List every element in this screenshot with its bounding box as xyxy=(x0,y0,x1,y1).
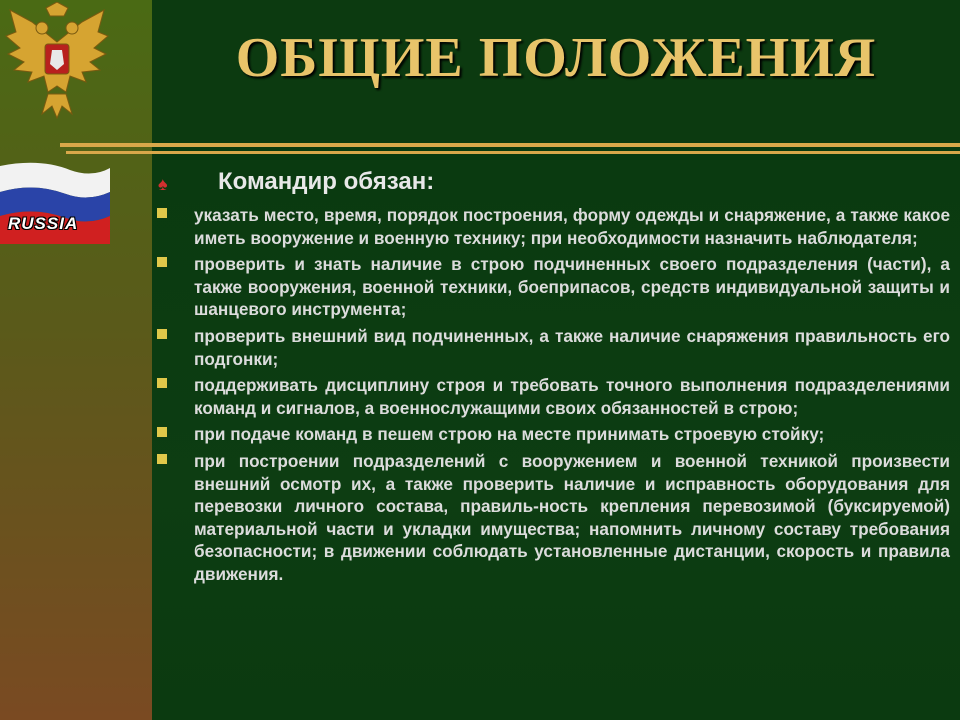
list-item xyxy=(156,374,950,419)
list-item-text: при построении подразделений с вооружением и военной техникой произвести внешний осмотр их, а также проверить наличие и исправность оборудования для перевозки личного состава, правиль-ность крепления перевозимой (буксируемой) материальной части и укладки имущества; напомнить личному составу требования безопасности; в движении соблюдать установленные дистанции, скорость и правила движения. xyxy=(194,450,950,584)
title-divider-thin xyxy=(66,151,960,154)
list-item-text: поддерживать дисциплину строя и требовать точного выполнения подразделениями команд и сигналов, а военнослужащими своих обязанностей в строю; xyxy=(194,375,950,418)
slide-title: ОБЩИЕ ПОЛОЖЕНИЯ xyxy=(235,27,877,89)
square-bullet-icon xyxy=(157,329,167,339)
title-divider xyxy=(60,143,960,147)
heading-row xyxy=(156,168,936,202)
duties-list xyxy=(156,204,950,590)
square-bullet-icon xyxy=(157,257,167,267)
list-item-text: указать место, время, порядок построения, форму одежды и снаряжение, а также какое иметь вооружение и военную технику; при необходимости назначить наблюдателя; xyxy=(194,205,950,248)
square-bullet-icon xyxy=(157,427,167,437)
spade-bullet-icon: ♠ xyxy=(158,174,168,194)
double-headed-eagle-icon xyxy=(2,2,112,120)
list-item xyxy=(156,253,950,321)
list-item-text: при подаче команд в пешем строю на месте принимать строевую стойку; xyxy=(194,424,825,445)
square-bullet-icon xyxy=(157,208,167,218)
list-item-text: проверить внешний вид подчиненных, а также наличие снаряжения правильность его подгонки; xyxy=(194,325,950,369)
square-bullet-icon xyxy=(157,454,167,464)
list-item xyxy=(156,423,950,446)
list-item xyxy=(156,204,950,249)
list-item xyxy=(156,325,950,370)
flag-label: RUSSIA xyxy=(8,214,79,233)
list-item-text: проверить и знать наличие в строю подчиненных своего подразделения (части), а также вооружения, военной техники, боеприпасов, средств индивидуальной защиты и шанцевого инструмента; xyxy=(194,254,950,320)
section-heading: Командир обязан: xyxy=(218,168,435,195)
square-bullet-icon xyxy=(157,378,167,388)
list-item xyxy=(156,450,950,586)
